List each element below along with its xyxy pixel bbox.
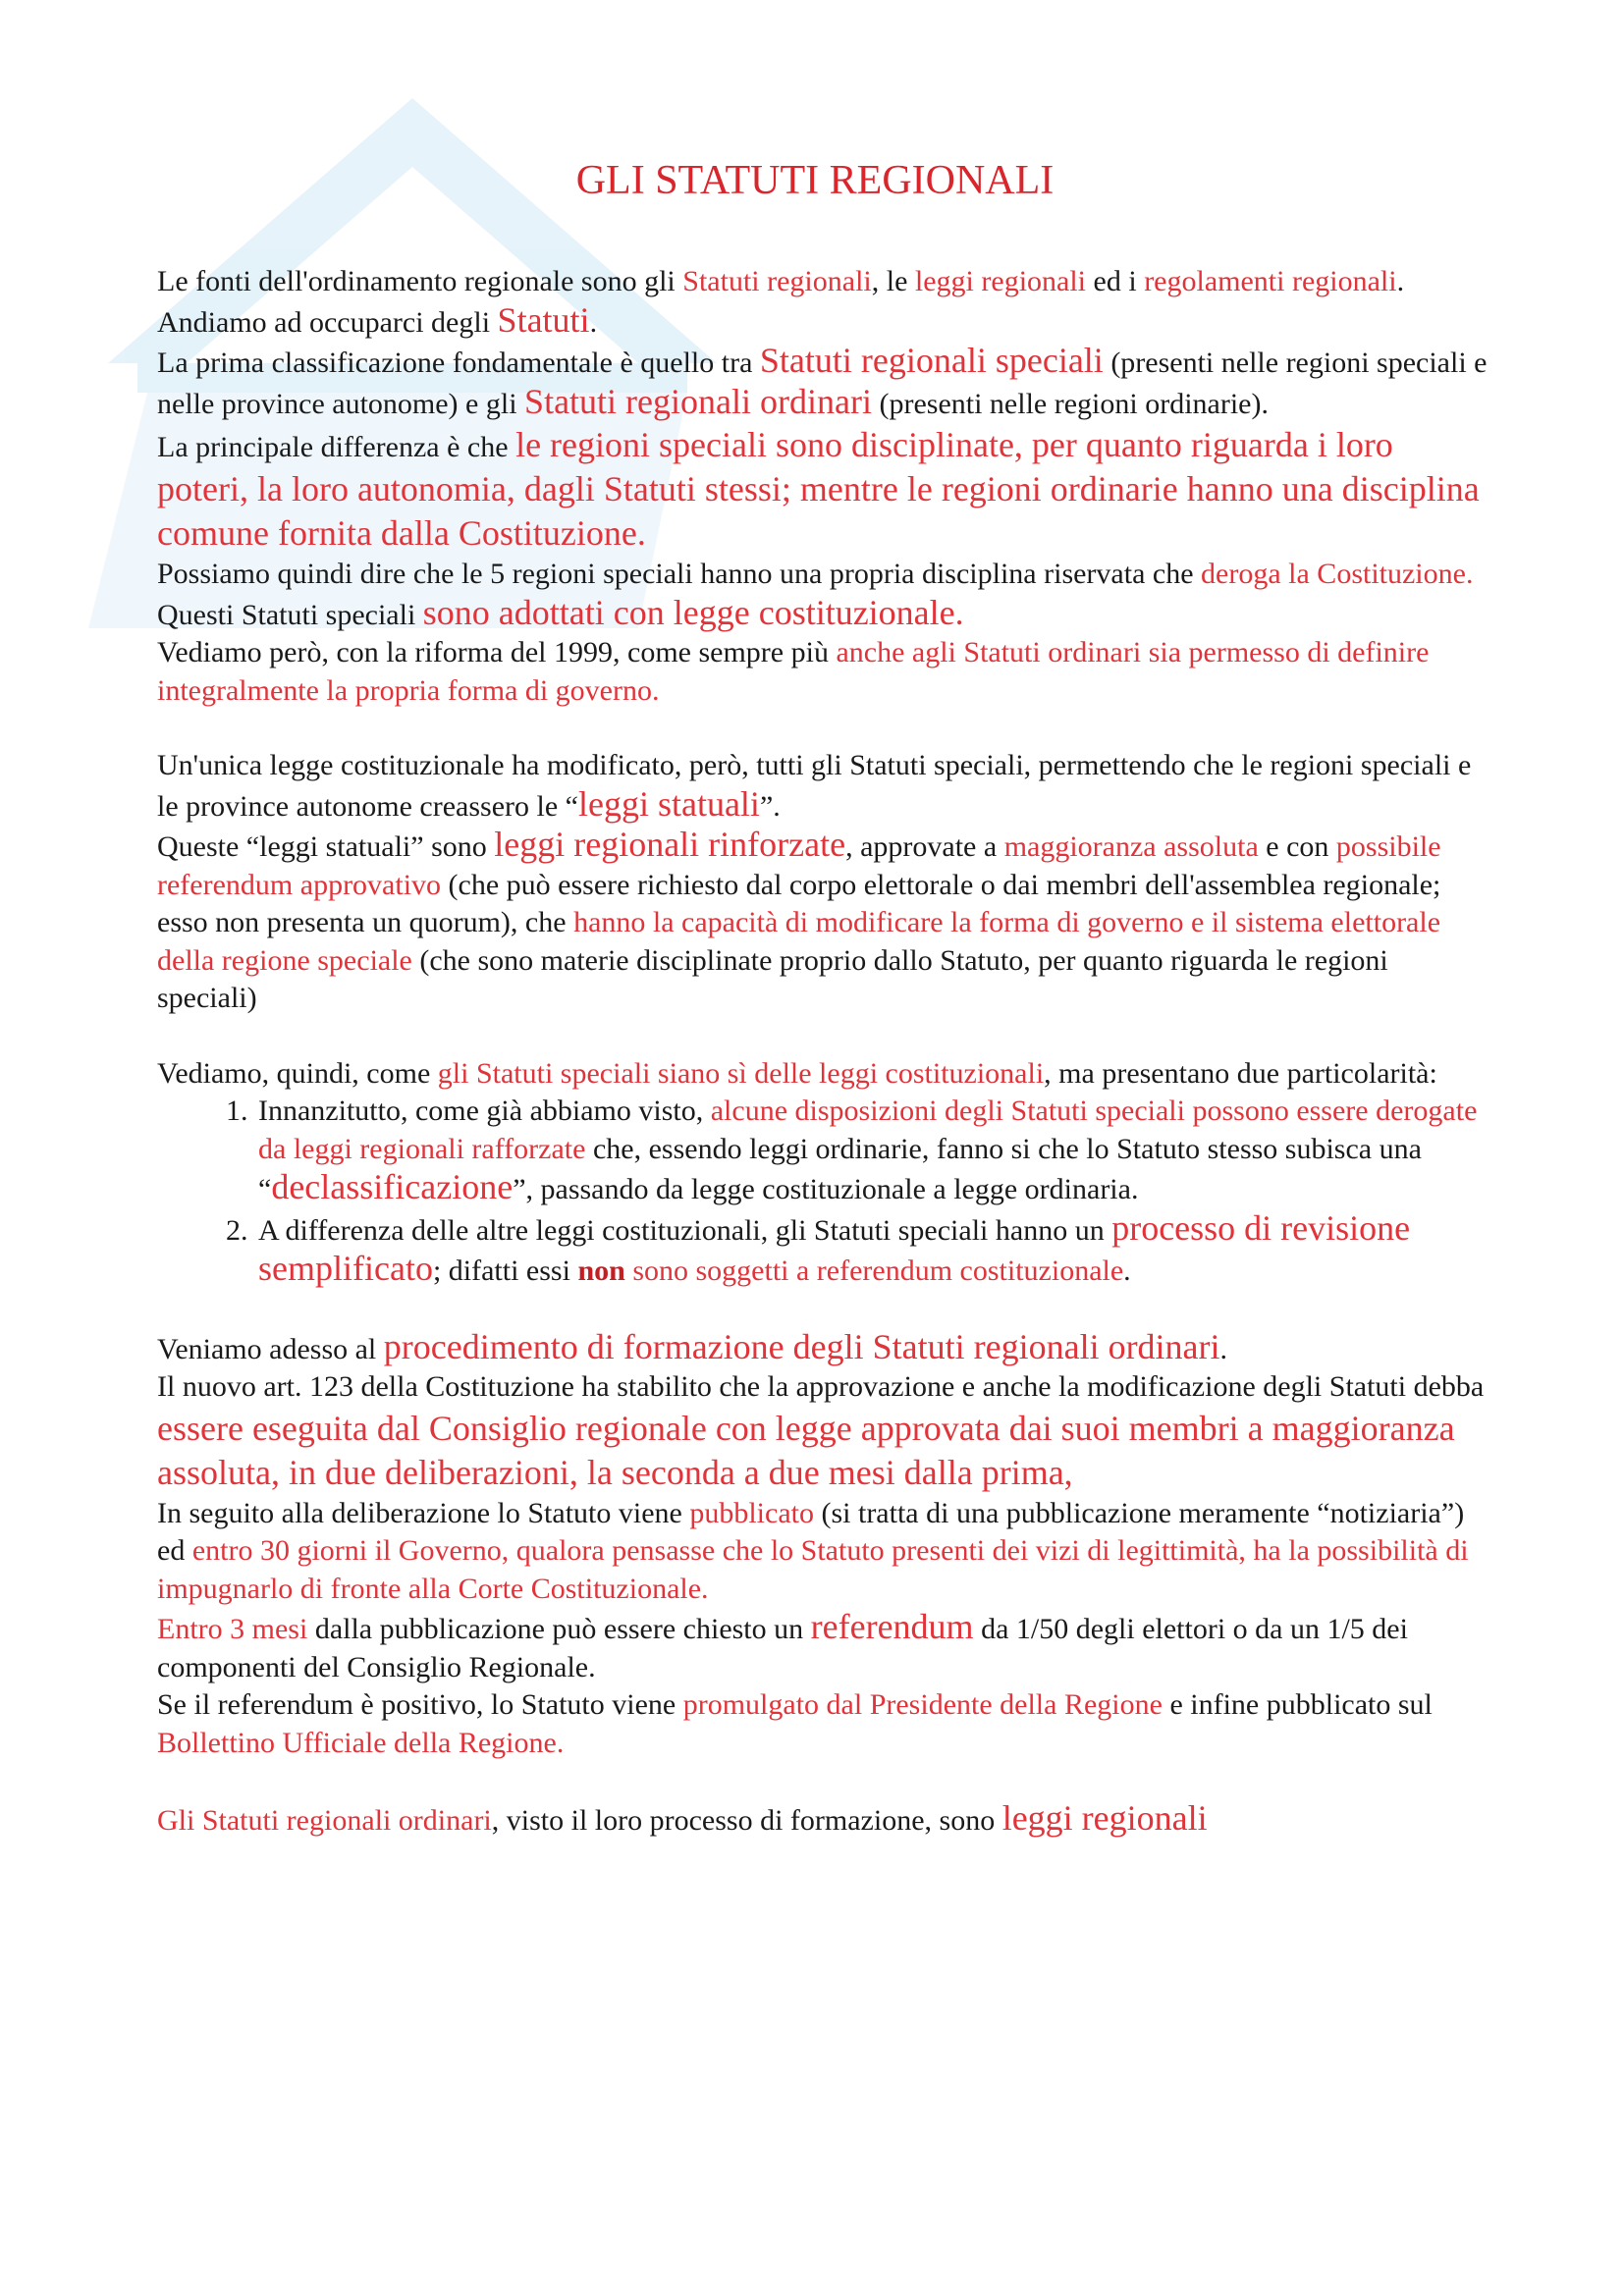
paragraph-2: Andiamo ad occuparci degli Statuti.: [157, 299, 598, 340]
paragraph-3: La prima classificazione fondamentale è quello tra Statuti regionali speciali (presenti nelle regioni speciali e nelle province autonome) e gli Statuti regionali ordinari (presenti nelle regioni ordinarie).: [157, 341, 1488, 421]
paragraph-10: Vediamo, quindi, come gli Statuti speciali siano sì delle leggi costituzionali, ma presentano due particolarità:: [157, 1056, 1437, 1090]
paragraph-9: Queste “leggi statuali” sono leggi regionali rinforzate, approvate a maggioranza assoluta e con possibile referendum approvativo (che può essere richiesto dal corpo elettorale o dai membri dell'assemblea regionale; esso non presenta un quorum), che hanno la capacità di modificare la forma di governo e il sistema elettorale della regione speciale (che sono materie disciplinate proprio dallo Statuto, per quanto riguarda le regioni speciali): [157, 825, 1441, 1014]
list-item-1: 1. Innanzitutto, come già abbiamo visto, alcune disposizioni degli Statuti speciali possono essere derogate da leggi regionali rafforzate che, essendo leggi ordinarie, fanno si che lo Statuto stesso subisca una “declassificazione”, passando da legge costituzionale a legge ordinaria.: [255, 1093, 1492, 1209]
paragraph-14: Entro 3 mesi dalla pubblicazione può essere chiesto un referendum da 1/50 degli elettori o da un 1/5 dei componenti del Consiglio Regionale.: [157, 1607, 1408, 1683]
list-item-2: 2. A differenza delle altre leggi costituzionali, gli Statuti speciali hanno un processo di revisione semplificato; difatti essi non sono soggetti a referendum costituzionale.: [255, 1209, 1492, 1291]
paragraph-1: Le fonti dell'ordinamento regionale sono gli Statuti regionali, le leggi regionali ed i regolamenti regionali.: [157, 265, 1405, 297]
spacer: [157, 1291, 1492, 1328]
spacer: [157, 1018, 1492, 1055]
paragraph-6: Questi Statuti speciali sono adottati con legge costituzionale.: [157, 592, 964, 632]
paragraph-7: Vediamo però, con la riforma del 1999, come sempre più anche agli Statuti ordinari sia permesso di definire integralmente la propria forma di governo.: [157, 636, 1430, 707]
paragraph-8: Un'unica legge costituzionale ha modificato, però, tutti gli Statuti speciali, permettendo che le regioni speciali e le province autonome creassero le “leggi statuali”.: [157, 749, 1472, 824]
spacer: [157, 1762, 1492, 1799]
paragraph-12: Il nuovo art. 123 della Costituzione ha stabilito che la approvazione e anche la modificazione degli Statuti debba essere eseguita dal Consiglio regionale con legge approvata dai suoi membri a maggioranza assoluta, in due deliberazioni, la seconda a due mesi dalla prima,: [157, 1370, 1485, 1492]
paragraph-15: Se il referendum è positivo, lo Statuto viene promulgato dal Presidente della Regione e infine pubblicato sul Bollettino Ufficiale della Regione.: [157, 1688, 1433, 1759]
paragraph-16: Gli Statuti regionali ordinari, visto il loro processo di formazione, sono leggi regionali: [157, 1798, 1208, 1838]
particularities-list: [157, 1093, 1492, 1291]
paragraph-11: Veniamo adesso al procedimento di formazione degli Statuti regionali ordinari.: [157, 1326, 1228, 1366]
document-title: GLI STATUTI REGIONALI: [575, 158, 1055, 203]
document-body: [157, 263, 1492, 1841]
paragraph-5: Possiamo quindi dire che le 5 regioni speciali hanno una propria disciplina riservata che deroga la Costituzione.: [157, 558, 1474, 590]
paragraph-13: In seguito alla deliberazione lo Statuto viene pubblicato (si tratta di una pubblicazione meramente “notiziaria”) ed entro 30 giorni il Governo, qualora pensasse che lo Statuto presenti dei vizi di legittimità, ha la possibilità di impugnarlo di fronte alla Corte Costituzionale.: [157, 1496, 1469, 1605]
paragraph-4: La principale differenza è che le regioni speciali sono disciplinate, per quanto riguarda i loro poteri, la loro autonomia, dagli Statuti stessi; mentre le regioni ordinarie hanno una disciplina comune fornita dalla Costituzione.: [157, 425, 1480, 553]
spacer: [157, 710, 1492, 747]
